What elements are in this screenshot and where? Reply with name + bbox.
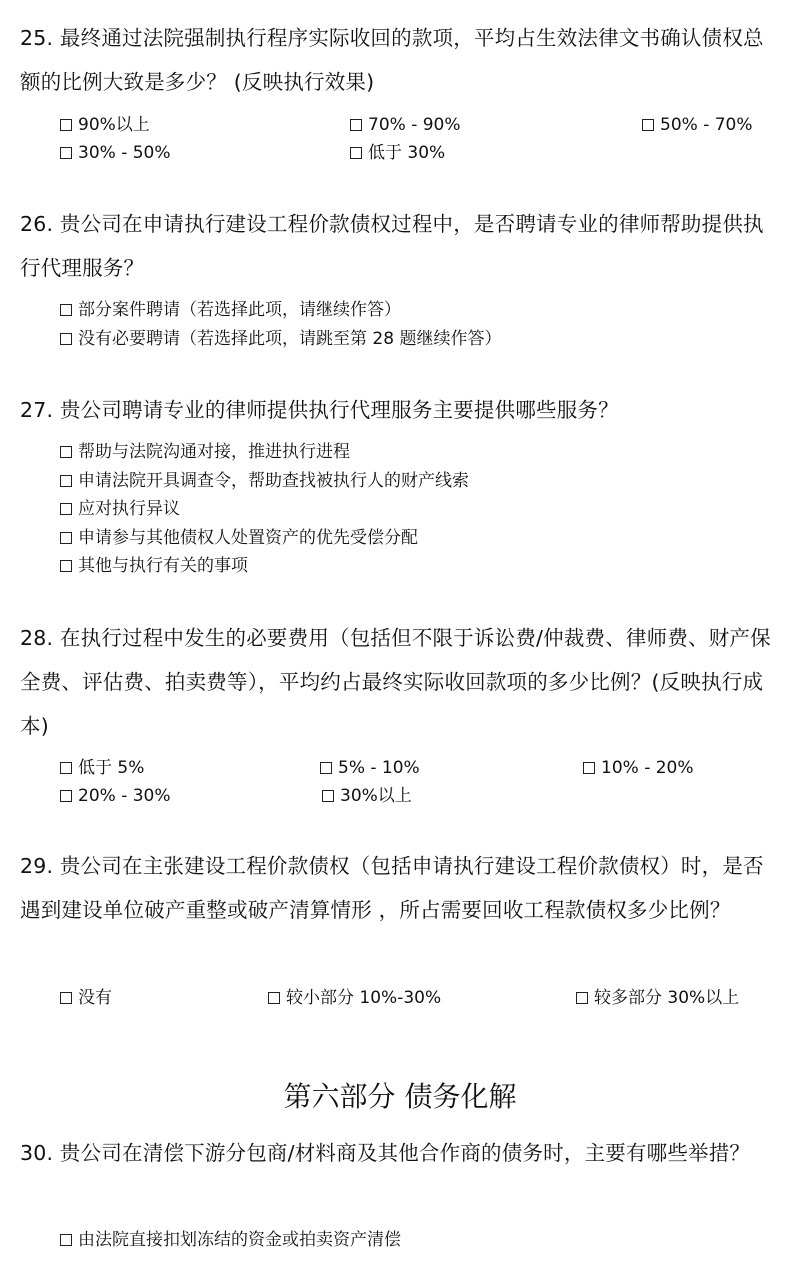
option-below-5[interactable]: 低于 5% xyxy=(60,754,144,782)
option-large-portion[interactable]: 较多部分 30%以上 xyxy=(576,984,739,1012)
option-90-plus[interactable]: 90%以上 xyxy=(60,111,150,139)
question-30-text: 30. 贵公司在清偿下游分包商/材料商及其他合作商的债务时，主要有哪些举措？ xyxy=(20,1141,751,1165)
checkbox-icon[interactable] xyxy=(60,304,72,316)
question-28-options xyxy=(60,754,780,810)
checkbox-icon[interactable] xyxy=(60,992,72,1004)
checkbox-icon[interactable] xyxy=(350,147,362,159)
checkbox-icon[interactable] xyxy=(60,790,72,802)
checkbox-icon[interactable] xyxy=(350,119,362,131)
option-20-30[interactable]: 20% - 30% xyxy=(60,782,171,810)
question-29-options xyxy=(60,984,780,1012)
checkbox-icon[interactable] xyxy=(60,560,72,572)
question-26-text: 26. 贵公司在申请执行建设工程价款债权过程中，是否聘请专业的律师帮助提供执行代理服务？ xyxy=(20,212,764,280)
checkbox-icon[interactable] xyxy=(322,790,334,802)
options-row xyxy=(60,782,780,810)
question-27-text: 27. 贵公司聘请专业的律师提供执行代理服务主要提供哪些服务？ xyxy=(20,398,619,422)
checkbox-icon[interactable] xyxy=(642,119,654,131)
checkbox-icon[interactable] xyxy=(60,503,72,515)
checkbox-icon[interactable] xyxy=(60,762,72,774)
checkbox-icon[interactable] xyxy=(583,762,595,774)
checkbox-icon[interactable] xyxy=(60,147,72,159)
checkbox-icon[interactable] xyxy=(60,1234,72,1246)
option-70-90[interactable]: 70% - 90% xyxy=(350,111,461,139)
checkbox-icon[interactable] xyxy=(60,333,72,345)
checkbox-icon[interactable] xyxy=(320,762,332,774)
section-title: 第六部分 债务化解 xyxy=(283,1080,517,1113)
options-row xyxy=(60,984,780,1012)
option-30-plus[interactable]: 30%以上 xyxy=(322,782,412,810)
options-row xyxy=(60,754,780,782)
question-25-options xyxy=(60,111,780,167)
option-none[interactable]: 没有 xyxy=(60,984,112,1012)
question-30-options xyxy=(60,1226,780,1255)
checkbox-icon[interactable] xyxy=(60,475,72,487)
option-priority-distribution[interactable]: 申请参与其他债权人处置资产的优先受偿分配 xyxy=(60,524,780,553)
option-small-portion[interactable]: 较小部分 10%-30% xyxy=(268,984,441,1012)
checkbox-icon[interactable] xyxy=(268,992,280,1004)
option-10-20[interactable]: 10% - 20% xyxy=(583,754,694,782)
question-25-text: 25. 最终通过法院强制执行程序实际收回的款项，平均占生效法律文书确认债权总额的比例大致是多少？ (反映执行效果) xyxy=(20,26,764,94)
option-court-communication[interactable]: 帮助与法院沟通对接，推进执行进程 xyxy=(60,438,780,467)
option-50-70[interactable]: 50% - 70% xyxy=(642,111,753,139)
option-execution-objection[interactable]: 应对执行异议 xyxy=(60,495,780,524)
options-row xyxy=(60,139,780,167)
question-27-options xyxy=(60,438,780,581)
option-no-hire[interactable]: 没有必要聘请（若选择此项，请跳至第 28 题继续作答） xyxy=(60,325,780,354)
option-investigation-order[interactable]: 申请法院开具调查令，帮助查找被执行人的财产线索 xyxy=(60,467,780,496)
option-5-10[interactable]: 5% - 10% xyxy=(320,754,420,782)
question-26-options xyxy=(60,296,780,353)
checkbox-icon[interactable] xyxy=(576,992,588,1004)
checkbox-icon[interactable] xyxy=(60,446,72,458)
option-below-30[interactable]: 低于 30% xyxy=(350,139,445,167)
checkbox-icon[interactable] xyxy=(60,532,72,544)
option-partial-hire[interactable]: 部分案件聘请（若选择此项，请继续作答） xyxy=(60,296,780,325)
checkbox-icon[interactable] xyxy=(60,119,72,131)
option-other-matters[interactable]: 其他与执行有关的事项 xyxy=(60,552,780,581)
option-court-deduction[interactable]: 由法院直接扣划冻结的资金或拍卖资产清偿 xyxy=(60,1226,780,1255)
options-row xyxy=(60,111,780,139)
question-29-text: 29. 贵公司在主张建设工程价款债权（包括申请执行建设工程价款债权）时，是否遇到建设单位破产重整或破产清算情形 ，所占需要回收工程款债权多少比例？ xyxy=(20,854,764,922)
option-30-50[interactable]: 30% - 50% xyxy=(60,139,171,167)
question-28-text: 28. 在执行过程中发生的必要费用（包括但不限于诉讼费/仲裁费、律师费、财产保全费、评估费、拍卖费等），平均约占最终实际收回款项的多少比例？(反映执行成本) xyxy=(20,626,771,738)
